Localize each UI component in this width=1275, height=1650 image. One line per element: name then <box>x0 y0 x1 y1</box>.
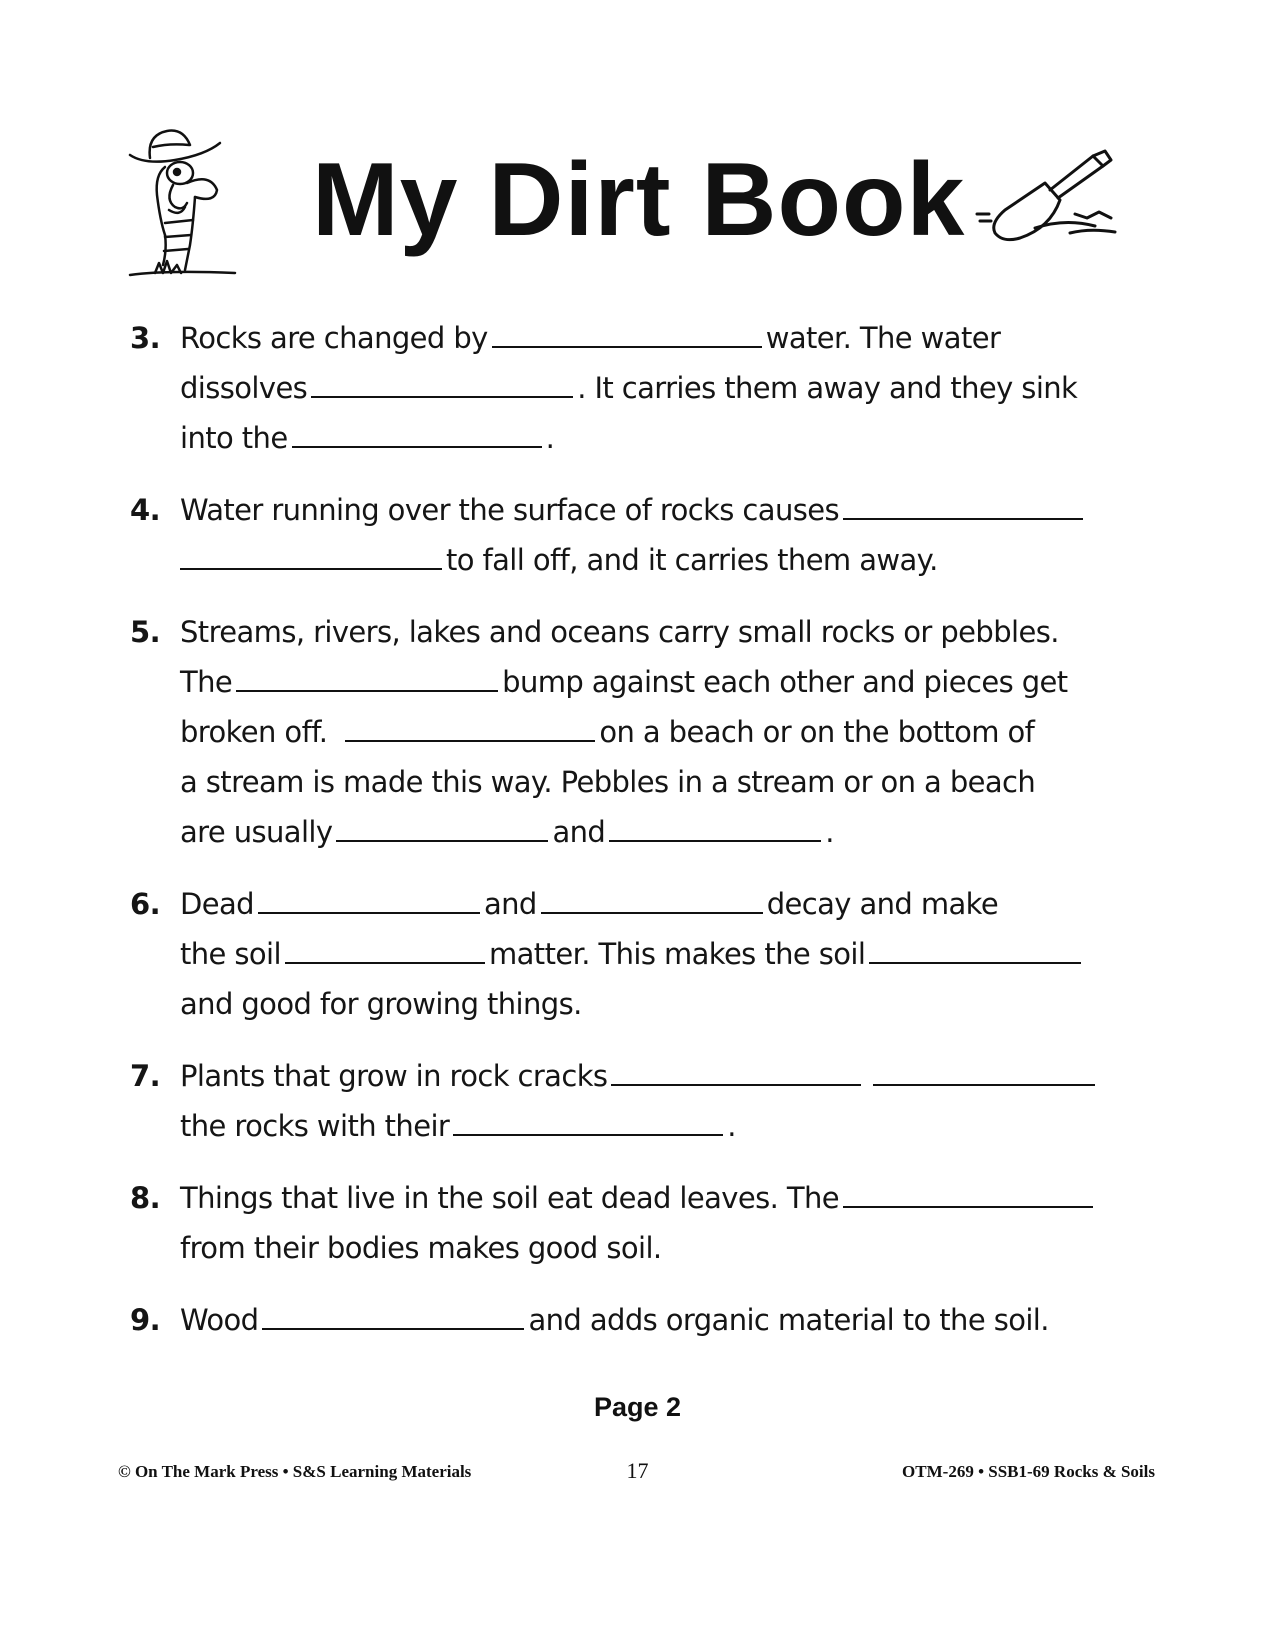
question-text: . It carries them away and they sink <box>577 371 1078 405</box>
question-text: to fall off, and it carries them away. <box>446 543 938 577</box>
question-text: and good for growing things. <box>180 987 582 1021</box>
question-text: matter. This makes the soil <box>488 937 866 971</box>
question-text: into the <box>180 421 288 455</box>
question-number: 3. <box>130 321 160 355</box>
question-6 <box>130 879 1150 1029</box>
question-text: Wood <box>180 1303 259 1337</box>
question-text: . <box>825 815 834 849</box>
question-text: Streams, rivers, lakes and oceans carry small rocks or pebbles. <box>180 615 1059 649</box>
question-text: are usually <box>180 815 333 849</box>
question-number: 7. <box>130 1059 160 1093</box>
question-text: . <box>545 421 555 455</box>
answer-blank[interactable] <box>262 1295 524 1330</box>
question-text: water. The water <box>765 321 1001 355</box>
question-8 <box>130 1173 1150 1273</box>
footer-page-number: 17 <box>626 1458 649 1483</box>
question-text: Water running over the surface of rocks causes <box>180 493 839 527</box>
question-4 <box>130 485 1150 585</box>
answer-blank[interactable] <box>873 1051 1095 1086</box>
question-text: and <box>483 887 537 921</box>
trowel-icon <box>975 148 1125 253</box>
question-text: from their bodies makes good soil. <box>180 1231 662 1265</box>
answer-blank[interactable] <box>843 1173 1093 1208</box>
question-number: 4. <box>130 493 160 527</box>
question-text: broken off. <box>180 715 328 749</box>
question-text: Rocks are changed by <box>180 321 488 355</box>
question-text: decay and make <box>766 887 999 921</box>
question-list <box>130 313 1150 1367</box>
question-text: Things that live in the soil eat dead leaves. The <box>180 1181 839 1215</box>
answer-blank[interactable] <box>453 1101 723 1136</box>
question-text: on a beach or on the bottom of <box>599 715 1035 749</box>
answer-blank[interactable] <box>292 413 542 448</box>
worm-cowboy-icon <box>125 125 240 290</box>
answer-blank[interactable] <box>258 879 480 914</box>
question-number: 6. <box>130 887 160 921</box>
question-text: the soil <box>180 937 281 971</box>
answer-blank[interactable] <box>869 929 1081 964</box>
answer-blank[interactable] <box>311 363 573 398</box>
question-text: The <box>180 665 233 699</box>
question-text: and <box>552 815 606 849</box>
question-text: the rocks with their <box>180 1109 450 1143</box>
page-title: My Dirt Book <box>312 142 966 258</box>
answer-blank[interactable] <box>609 807 821 842</box>
question-text: Dead <box>180 887 254 921</box>
question-number: 9. <box>130 1303 160 1337</box>
question-3 <box>130 313 1150 463</box>
answer-blank[interactable] <box>492 313 762 348</box>
answer-blank[interactable] <box>336 807 548 842</box>
question-7 <box>130 1051 1150 1151</box>
question-text: dissolves <box>180 371 308 405</box>
question-9 <box>130 1295 1150 1345</box>
question-number: 5. <box>130 615 160 649</box>
question-5 <box>130 607 1150 857</box>
question-text: . <box>727 1109 736 1143</box>
question-text: bump against each other and pieces get <box>502 665 1068 699</box>
answer-blank[interactable] <box>843 485 1083 520</box>
question-text: a stream is made this way. Pebbles in a stream or on a beach <box>180 765 1036 799</box>
question-number: 8. <box>130 1181 160 1215</box>
answer-blank[interactable] <box>285 929 485 964</box>
footer-copyright: © On The Mark Press • S&S Learning Materials <box>118 1462 472 1481</box>
answer-blank[interactable] <box>345 707 595 742</box>
page-label: Page 2 <box>593 1392 682 1422</box>
answer-blank[interactable] <box>180 535 442 570</box>
answer-blank[interactable] <box>236 657 498 692</box>
question-text: and adds organic material to the soil. <box>528 1303 1049 1337</box>
footer-product-code: OTM-269 • SSB1-69 Rocks & Soils <box>902 1462 1155 1481</box>
answer-blank[interactable] <box>541 879 763 914</box>
answer-blank[interactable] <box>611 1051 861 1086</box>
question-text: Plants that grow in rock cracks <box>180 1059 608 1093</box>
